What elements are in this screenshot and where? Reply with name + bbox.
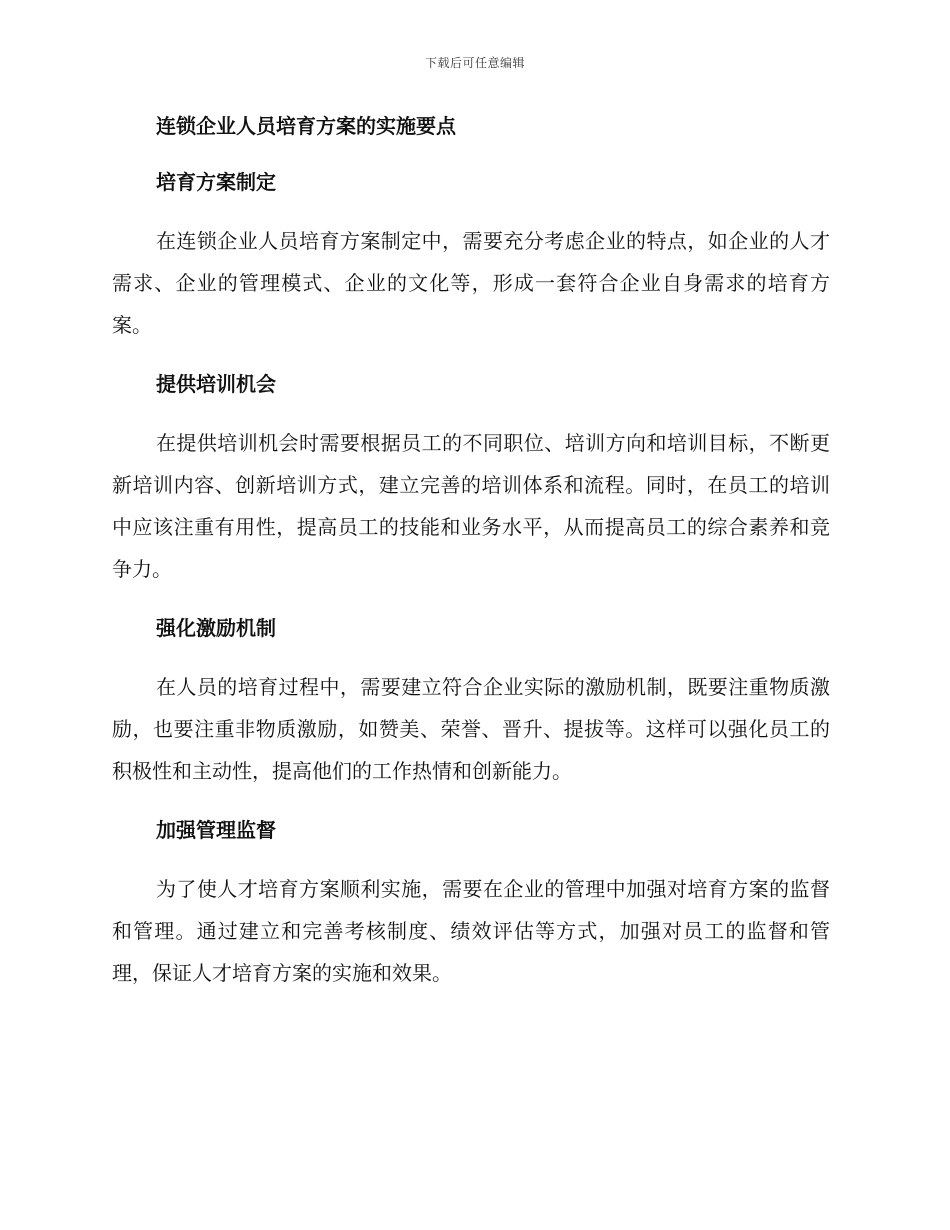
section-paragraph: 为了使人才培育方案顺利实施，需要在企业的管理中加强对培育方案的监督和管理。通过建立和完善考核制度、绩效评估等方式，加强对员工的监督和管理，保证人才培育方案的实施和效果。 xyxy=(112,877,830,985)
section xyxy=(112,612,830,792)
section-paragraph: 在连锁企业人员培育方案制定中，需要充分考虑企业的特点，如企业的人才需求、企业的管理模式、企业的文化等，形成一套符合企业自身需求的培育方案。 xyxy=(112,229,830,337)
section xyxy=(112,814,830,994)
section xyxy=(112,166,830,346)
section-heading: 培育方案制定 xyxy=(156,170,276,194)
section xyxy=(112,368,830,590)
document-title: 连锁企业人员培育方案的实施要点 xyxy=(156,114,456,138)
document-body xyxy=(112,110,830,994)
section-heading: 提供培训机会 xyxy=(156,372,276,396)
page-header: 下载后可任意编辑 xyxy=(424,56,525,70)
section-paragraph: 在提供培训机会时需要根据员工的不同职位、培训方向和培训目标，不断更新培训内容、创新培训方式，建立完善的培训体系和流程。同时，在员工的培训中应该注重有用性，提高员工的技能和业务水平，从而提高员工的综合素养和竞争力。 xyxy=(112,431,830,581)
section-heading: 加强管理监督 xyxy=(156,818,276,842)
section-paragraph: 在人员的培育过程中，需要建立符合企业实际的激励机制，既要注重物质激励，也要注重非物质激励，如赞美、荣誉、晋升、提拔等。这样可以强化员工的积极性和主动性，提高他们的工作热情和创新能力。 xyxy=(112,675,830,783)
section-heading: 强化激励机制 xyxy=(156,616,276,640)
